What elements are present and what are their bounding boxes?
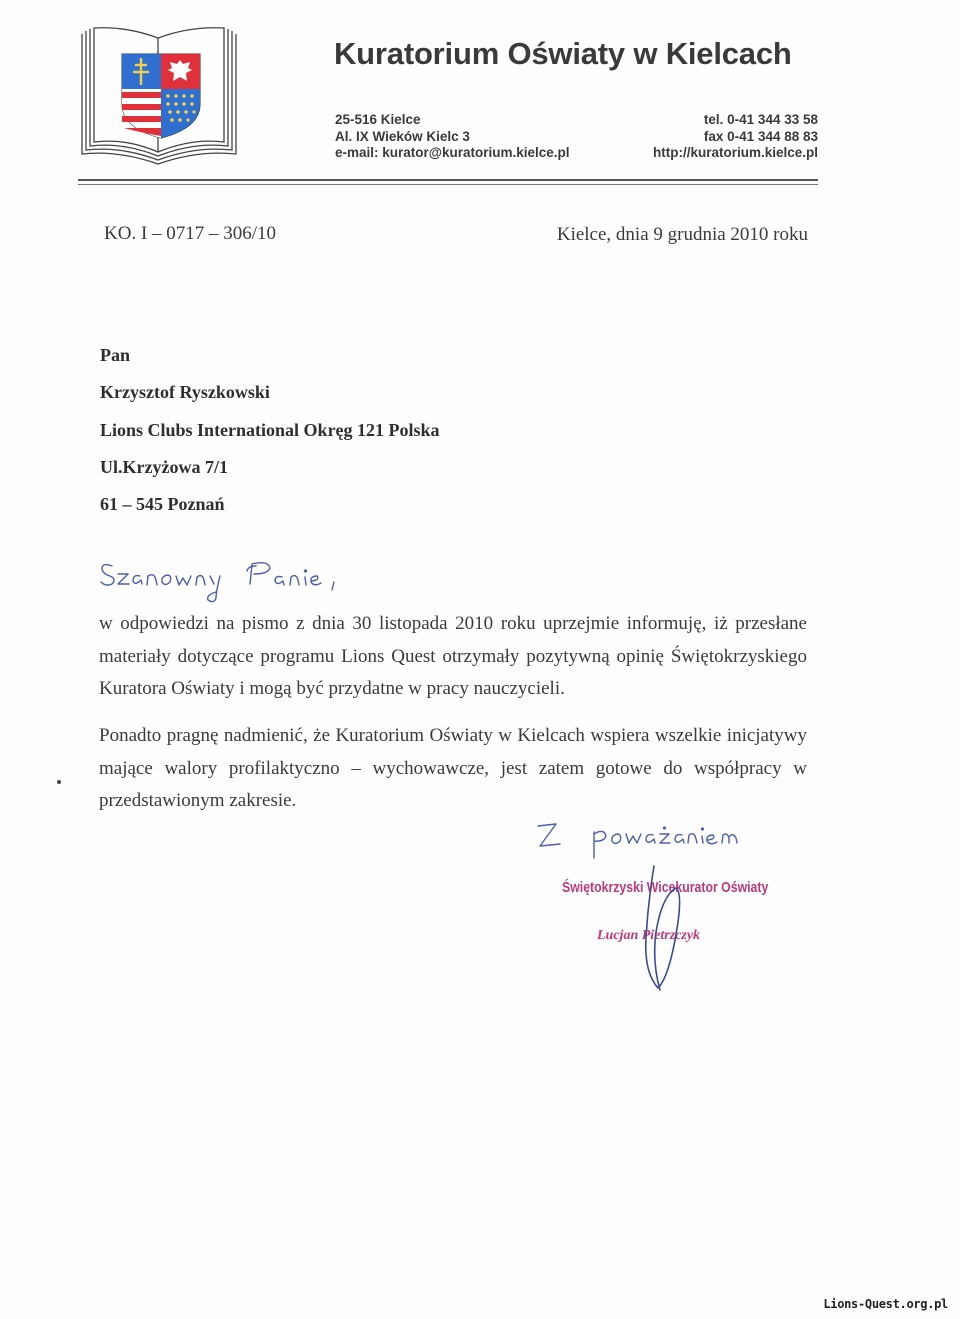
addressee-line: 61 – 545 Poznań: [100, 494, 225, 515]
stamp-title: Świętokrzyski Wicekurator Oświaty: [562, 879, 769, 896]
letter-date: Kielce, dnia 9 grudnia 2010 roku: [556, 224, 808, 245]
kuratorium-logo: [78, 26, 240, 166]
addressee-line: Ul.Krzyżowa 7/1: [100, 456, 228, 477]
contact-info: [653, 112, 818, 162]
watermark: Lions-Quest.org.pl: [823, 1297, 948, 1311]
addressee-line: Krzysztof Ryszkowski: [100, 382, 270, 403]
addressee-block: [100, 344, 440, 530]
reference-number: KO. I – 0717 – 306/10: [104, 223, 277, 244]
header-divider-thin: [78, 184, 818, 185]
addressee-line: Pan: [100, 345, 131, 365]
body-paragraph: Ponadto pragnę nadmienić, że Kuratorium Oświaty w Kielcach wspiera wszelkie inicjatywy mające walory profilaktyczno – wychowawcze, jest zatem gotowe do współpracy w przedstawionym zakresie.: [99, 725, 807, 811]
postal-address: [335, 112, 569, 162]
signature: [632, 862, 692, 994]
address-line: Al. IX Wieków Kielc 3: [335, 128, 470, 144]
scan-speck: [57, 780, 61, 784]
handwritten-salutation: [98, 552, 358, 604]
addressee-line: Lions Clubs International Okręg 121 Polska: [100, 419, 440, 440]
handwritten-closing: [532, 812, 762, 862]
stamp-name: Lucjan Pietrzczyk: [597, 928, 701, 943]
body-paragraph: w odpowiedzi na pismo z dnia 30 listopada 2010 roku uprzejmie informuję, iż przesłane materiały dotyczące programu Lions Quest otrzymały pozytywną opinię Świętokrzyskiego Kuratora Oświaty i mogą być przydatne w pracy nauczycieli.: [99, 613, 807, 699]
institution-name: Kuratorium Oświaty w Kielcach: [334, 36, 792, 71]
header-divider: [78, 179, 818, 181]
fax-line: fax 0-41 344 88 83: [703, 128, 818, 144]
email-line: e-mail: kurator@kuratorium.kielce.pl: [335, 145, 570, 160]
website-line: http://kuratorium.kielce.pl: [652, 145, 818, 160]
address-line: 25-516 Kielce: [335, 112, 421, 127]
phone-line: tel. 0-41 344 33 58: [703, 112, 818, 127]
